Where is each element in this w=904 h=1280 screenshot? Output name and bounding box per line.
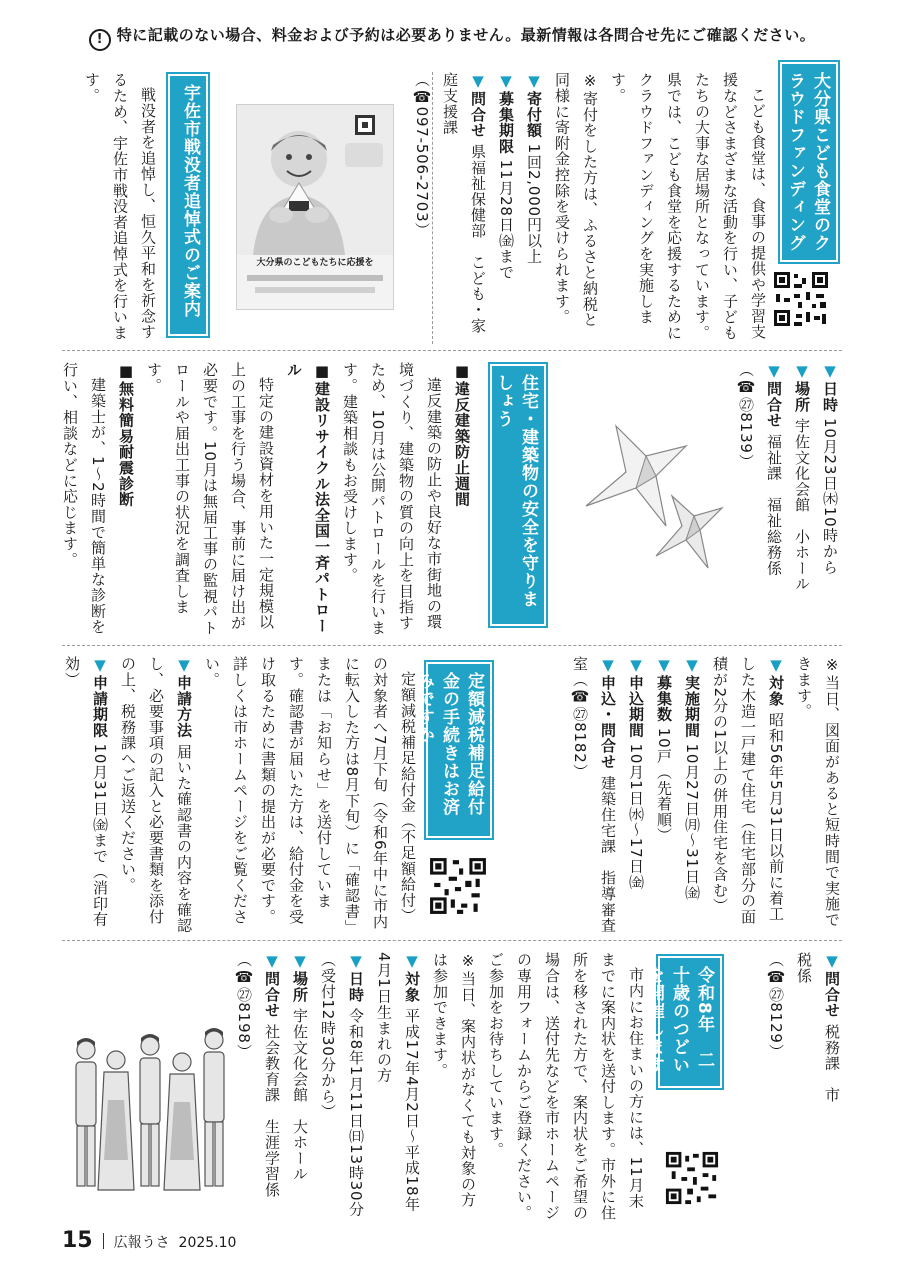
divider — [62, 350, 842, 351]
building-apply-label: ▼ 申込期間 — [627, 656, 645, 738]
crowdfunding-period-label: ▼ 募集期限 — [497, 72, 515, 154]
crowdfunding-poster — [236, 104, 394, 310]
memorial-date-label: ▼ 日時 — [821, 362, 839, 412]
tax-deadline-label: ▼ 申請期限 — [91, 656, 109, 738]
building-contact-label: ▼ 申込・問合せ — [599, 656, 617, 770]
building-target: 昭和56年5月31日以前に着工した木造一戸建て住宅（住宅部分の面積が2分の1以上の併用住宅を含む） — [711, 656, 785, 925]
memorial-title: 宇佐市戦没者追悼式のご案内 — [168, 74, 208, 336]
memorial-description: 戦没者を追悼し、恒久平和を祈念するため、宇佐市戦没者追悼式を行います。 — [83, 72, 157, 341]
building-count-label: ▼ 募集数 — [655, 656, 673, 722]
publication-name: 広報うさ — [113, 1235, 170, 1251]
tax-contact-label: ▼ 問合せ — [823, 952, 841, 1018]
paper-crane-illustration — [576, 396, 726, 576]
memorial-body — [66, 72, 162, 342]
ceremony-contact: 社会教育課 生涯学習係 — [263, 1023, 281, 1198]
building-s2-head: ■ 建設リサイクル法全国一斉パトロール — [280, 362, 336, 640]
building-s3-note: ※当日、図面があると短時間で実施できます。 — [795, 656, 841, 928]
notice-bar — [0, 24, 904, 51]
building-target-label: ▼ 対象 — [767, 656, 785, 706]
memorial-contact-label: ▼ 問合せ — [765, 362, 783, 428]
ceremony-tel: （☎㉗8198） — [235, 952, 253, 1060]
tax-description: 定額減税補足給付金（不足額給付）の対象者へ7月下旬（令和6年中に市内に転入した方は8月下旬）に「確認書」または「お知らせ」を送付しています。確認書が届いた方は、給付金を受け取るために書類の提出が必要です。詳しくは市ホームページをご覧ください。 — [203, 656, 417, 935]
footer-divider — [103, 1233, 104, 1249]
building-s1-body: 違反建築の防止や良好な市街地の環境づくり、建築物の質の向上を目指すため、10月は公開パトロールを行います。建築相談もお受けします。 — [341, 362, 443, 636]
ceremony-date-label: ▼ 日時 — [347, 952, 365, 1002]
ceremony-title: 令和8年 二十歳のつどいを開催します — [658, 956, 722, 1088]
tax-contact-block — [767, 952, 846, 1112]
page-number: 15 — [62, 1228, 93, 1253]
memorial-details — [737, 362, 844, 640]
building-title: 住宅・建築物の安全を守りましょう — [490, 364, 546, 626]
building-period-label: ▼ 実施期間 — [683, 656, 701, 738]
ceremony-date: 令和8年1月11日㈰13時30分（受付12時30分から） — [319, 952, 365, 1218]
poster-title: 大分県のこどもたちに応援を — [256, 258, 374, 268]
ceremony-contact-label: ▼ 問合せ — [263, 952, 281, 1018]
crowdfunding-body — [413, 72, 772, 342]
ceremony-place-label: ▼ 場所 — [291, 952, 309, 1002]
crowdfunding-note: ※寄付をした方は、ふるさと納税と同様に寄附金控除を受けられます。 — [553, 72, 599, 328]
crowdfunding-contact: 県福祉保健部 こども・家庭支援課 — [441, 72, 487, 334]
tax-qr-code[interactable] — [428, 856, 488, 916]
issue-date: 2025.10 — [178, 1235, 237, 1251]
ceremony-qr-code[interactable] — [664, 1150, 720, 1206]
tax-deadline: 10月31日㈮まで（消印有効） — [63, 656, 109, 928]
ceremony-target: 平成17年4月2日～平成18年4月1日生まれの方 — [375, 952, 421, 1213]
building-s3-body: 建築士が、1～2時間で簡単な診断を行い、相談などに応じます。 — [61, 362, 107, 635]
building-contact: 建築住宅課 指導審査室（☎㉗8182） — [571, 656, 617, 934]
building-body — [61, 362, 476, 640]
building-s1-head: ■ 違反建築防止週間 — [448, 362, 476, 640]
crowdfunding-amount: 1回2,000円以上 — [525, 143, 543, 265]
crowdfunding-contact-label: ▼ 問合せ — [469, 72, 487, 138]
child-with-riceball-illustration — [237, 105, 393, 255]
tax-method-label: ▼ 申請方法 — [175, 656, 193, 738]
ceremony-note: ※当日、案内状がなくても対象の方は参加できます。 — [431, 952, 477, 1208]
building-count: 10戸（先着順） — [655, 727, 673, 844]
ceremony-body — [235, 952, 650, 1222]
crowdfunding-title: 大分県こども食堂のクラウドファンディング — [780, 62, 838, 262]
memorial-place-label: ▼ 場所 — [793, 362, 811, 412]
divider — [62, 940, 842, 941]
crowdfunding-description: こども食堂は、食事の提供や学習支援などさまざまな活動を行い、子どもたちの大事な居場所となっています。県では、こども食堂を応援するためにクラウドファンディングを実施します。 — [609, 72, 767, 341]
tax-method: 届いた確認書の内容を確認し、必要事項の記入と必要書類を添付の上、税務課へご返送ください。 — [119, 656, 193, 934]
ceremony-target-label: ▼ 対象 — [403, 952, 421, 1002]
ceremony-place: 宇佐文化会館 大ホール — [291, 1008, 309, 1182]
poster-text-line — [255, 287, 375, 293]
memorial-tel: （☎㉗8139） — [737, 362, 755, 470]
building-apply: 10月1日㈬～17日㈮ — [627, 743, 645, 891]
crowdfunding-qr-code[interactable] — [772, 270, 830, 328]
young-adults-illustration — [64, 1010, 240, 1210]
ceremony-description: 市内にお住まいの方には、11月末までに案内状を送付します。市外に住所を移された方で、案内状をご希望の場合は、送付先などを市ホームページの専用フォームからご登録ください。ご参加をお待ちしています。 — [487, 952, 645, 1221]
memorial-contact: 福祉課 福祉総務係 — [765, 433, 783, 576]
tax-tel: （☎㉗8129） — [767, 952, 785, 1060]
building-s3-head: ■ 無料簡易耐震診断 — [112, 362, 140, 640]
crowdfunding-tel: （☎097-506-2703） — [413, 72, 431, 239]
tax-body — [63, 656, 422, 936]
poster-text-line — [247, 275, 383, 281]
building-s2-body: 特定の建設資材を用いた一定規模以上の工事を行う場合、事前に届け出が必要です。10月は無届工事の監視パトロールや届出工事の状況を調査します。 — [145, 362, 275, 636]
crowdfunding-amount-label: ▼ 寄付額 — [525, 72, 543, 138]
building-details — [560, 656, 846, 936]
exclamation-circle-icon: ! — [89, 29, 111, 51]
building-period: 10月27日㈪～31日㈮ — [683, 743, 701, 901]
crowdfunding-period: 11月28日㈮まで — [497, 159, 515, 280]
memorial-place: 宇佐文化会館 小ホール — [793, 418, 811, 592]
tax-contact: 税務課 市税係 — [795, 952, 841, 1103]
tax-title: 定額減税補足給付金の手続きはお済みですか — [426, 662, 492, 838]
divider — [62, 645, 842, 646]
notice-text: 特に記載のない場合、料金および予約は必要ありません。最新情報は各問合せ先にご確認ください。 — [116, 26, 816, 44]
page-footer — [62, 1228, 236, 1253]
memorial-date: 10月23日㈭10時から — [821, 418, 839, 575]
